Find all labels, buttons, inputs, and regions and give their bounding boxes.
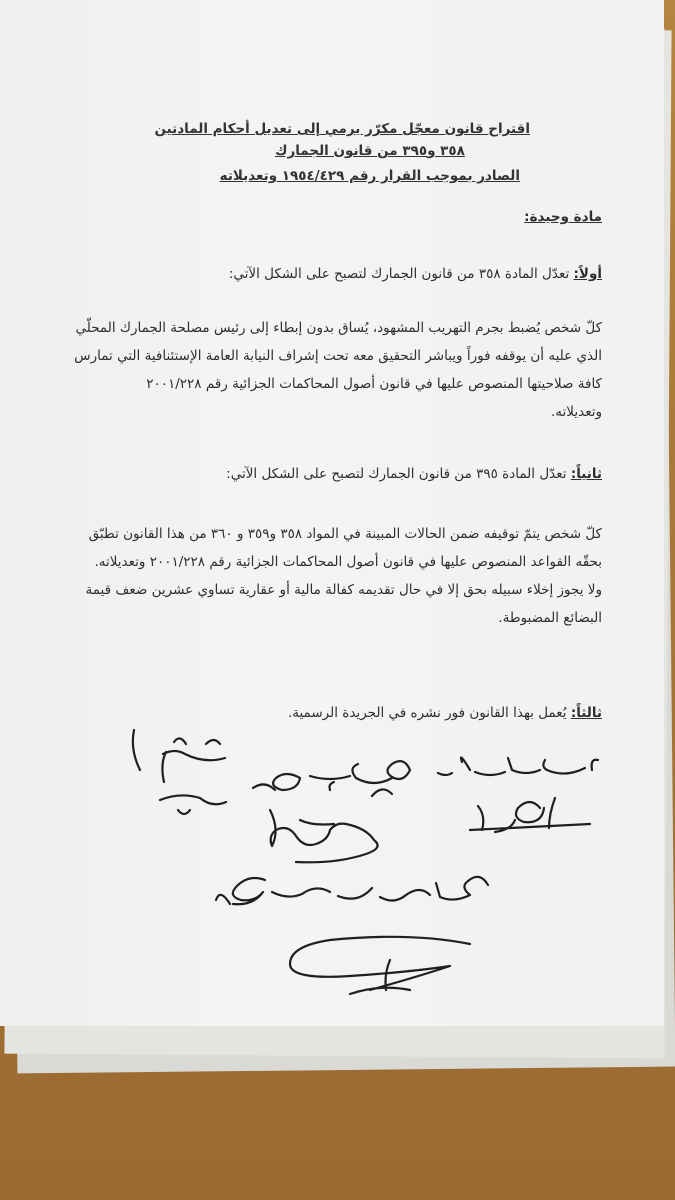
first-line-1: كلّ شخص يُضبط بجرم التهريب المشهود، يُساق بدون إبطاء إلى رئيس مصلحة الجمارك المحلّي	[75, 320, 602, 336]
signature-faisal	[270, 810, 378, 862]
second-label: ثانياً:	[570, 466, 602, 482]
third-label: ثالثاً:	[570, 705, 602, 721]
signature-mp-anis	[216, 877, 488, 904]
second-line-3: ولا يجوز إخلاء سبيله بحق إلا في حال تقديمه كفالة مالية أو عقارية تساوي عشرين ضعف قيمة	[85, 582, 602, 598]
title-line-2: ٣٥٨ و٣٩٥ من قانون الجمارك	[275, 143, 465, 159]
first-intro-text: تعدّل المادة ٣٥٨ من قانون الجمارك لتصبح على الشكل الآتي:	[228, 266, 570, 282]
second-intro-text: تعدّل المادة ٣٩٥ من قانون الجمارك لتصبح على الشكل الآتي:	[226, 466, 567, 482]
title-line-1: اقتراح قانون معجّل مكرّر يرمي إلى تعديل أحكام المادتين	[154, 121, 530, 137]
first-line-2: الذي عليه أن يوقفه فوراً ويباشر التحقيق معه تحت إشراف النيابة العامة الإستئنافية التي تمارس	[74, 348, 602, 364]
first-line-3: كافة صلاحيتها المنصوص عليها في قانون أصول المحاكمات الجزائية رقم ٢٠٠١/٢٢٨	[146, 376, 602, 392]
signature-waddah	[253, 761, 410, 796]
first-label: أولاً:	[573, 266, 602, 282]
third-text: يُعمل بهذا القانون فور نشره في الجريدة الرسمية.	[287, 705, 567, 721]
title-line-3: الصادر بموجب القرار رقم ١٩٥٤/٤٢٩ وتعديلاته	[219, 168, 520, 184]
signature-bottom-scribble	[290, 937, 470, 994]
signature-left	[133, 730, 226, 814]
second-line-1: كلّ شخص يتمّ توقيفه ضمن الحالات المبينة في المواد ٣٥٨ و٣٥٩ و ٣٦٠ من هذا القانون تطبّق	[88, 526, 602, 542]
signature-mp-imad	[438, 758, 598, 833]
second-line-2: بحقّه القواعد المنصوص عليها في قانون أصول المحاكمات الجزائية رقم ٢٠٠١/٢٢٨ وتعديلاته.	[94, 554, 602, 570]
first-line-4: وتعديلاته.	[551, 404, 602, 420]
second-line-4: البضائع المضبوطة.	[498, 610, 602, 626]
single-article-heading: مادة وحيدة:	[524, 209, 602, 225]
